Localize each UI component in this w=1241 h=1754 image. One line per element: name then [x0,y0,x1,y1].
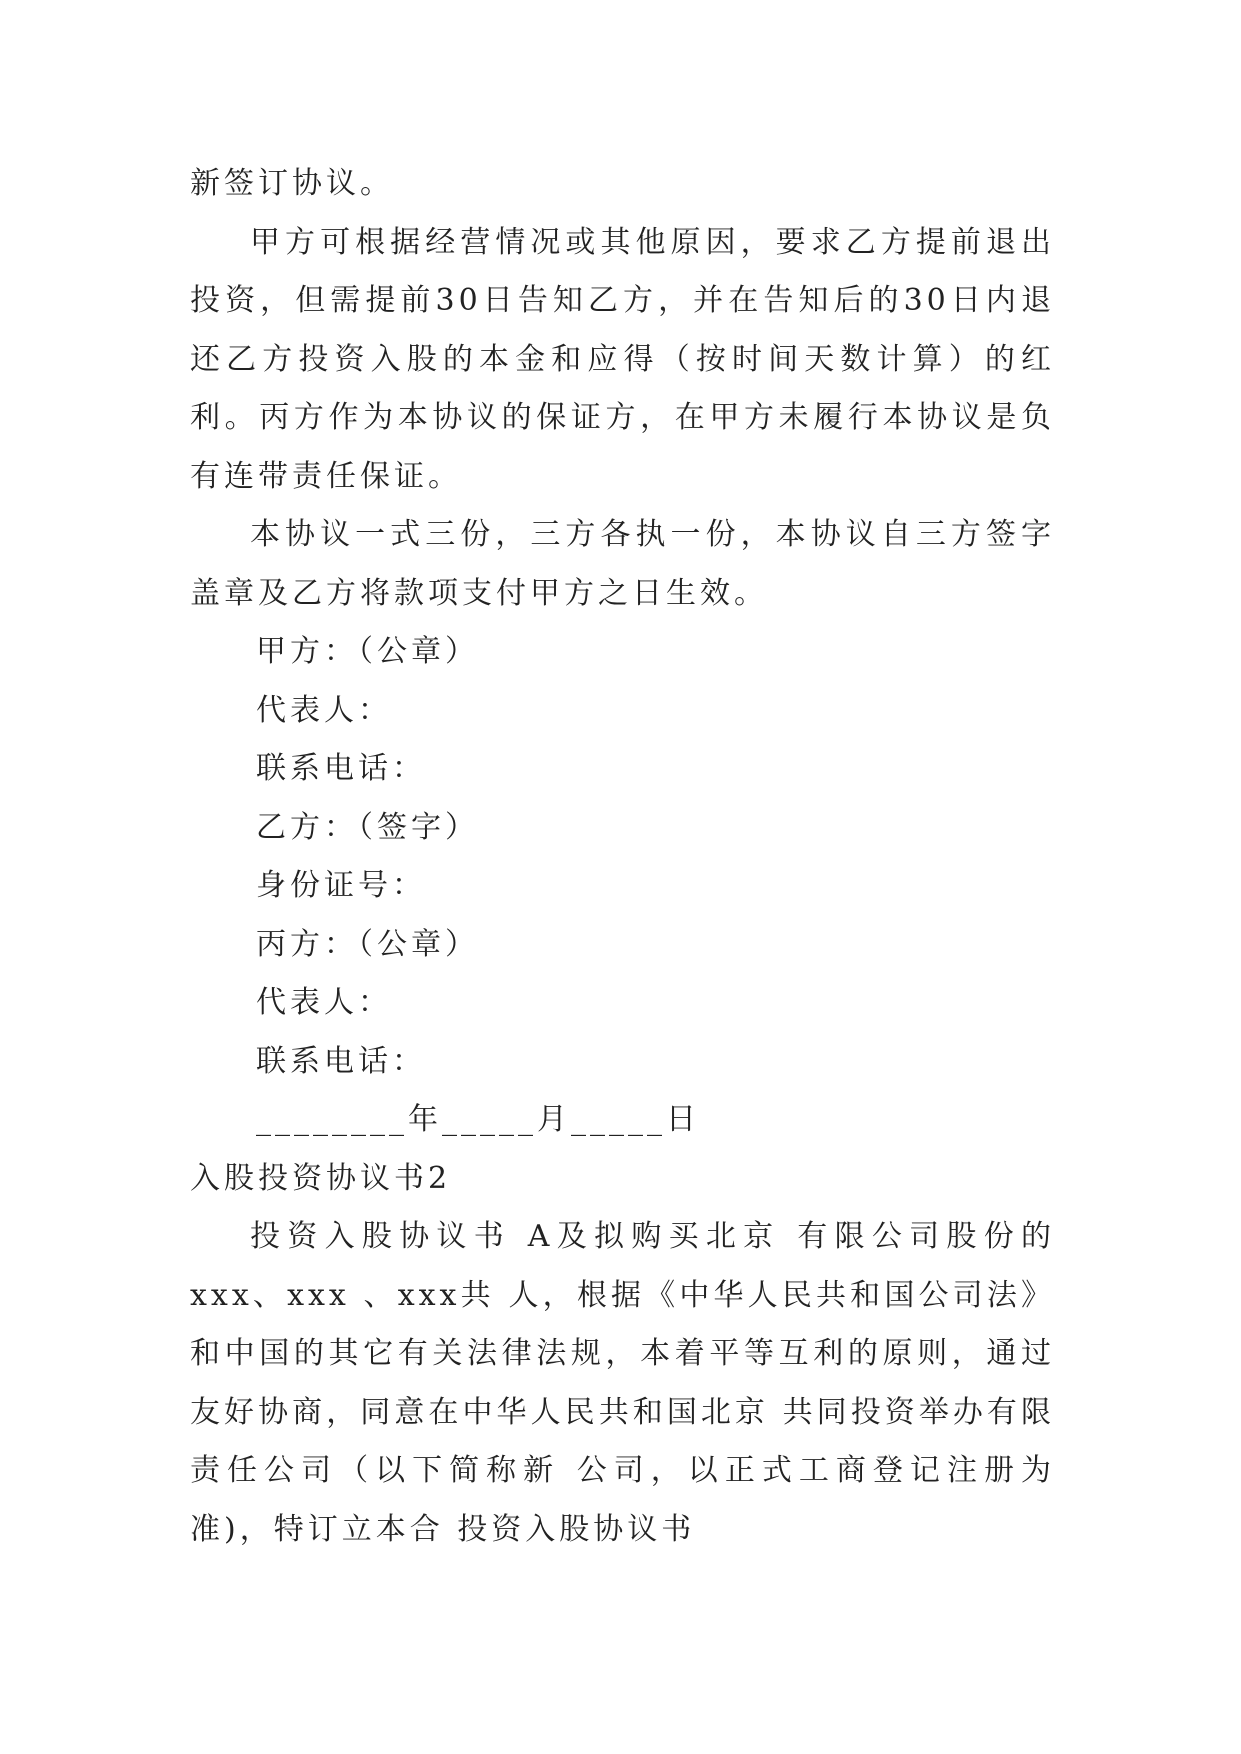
document-body [190,155,1055,1559]
paragraph-copies-clause: 本协议一式三份，三方各执一份，本协议自三方签字盖章及乙方将款项支付甲方之日生效。 [190,517,1055,611]
signature-date-line: ________年_____月_____日 [256,1102,700,1137]
signature-party-b: 乙方：（签字） [256,809,479,845]
signature-party-c-representative: 代表人： [256,985,392,1020]
signature-party-c-phone: 联系电话： [256,1043,426,1079]
signature-party-c: 丙方：（公章） [256,926,479,962]
paragraph-early-exit-clause: 甲方可根据经营情况或其他原因，要求乙方提前退出投资，但需提前30日告知乙方，并在告知后的30日内退还乙方投资入股的本金和应得（按时间天数计算）的红利。丙方作为本协议的保证方，在甲方未履行本协议是负有连带责任保证。 [190,224,1055,494]
paragraph-continuation: 新签订协议。 [190,166,394,201]
section-title: 入股投资协议书2 [190,1160,452,1196]
signature-party-a-representative: 代表人： [256,692,392,728]
signature-party-a-phone: 联系电话： [256,751,426,786]
paragraph-agreement-intro: 投资入股协议书 A及拟购买北京 有限公司股份的 xxx、xxx 、xxx共 人，根据《中华人民共和国公司法》和中国的其它有关法律法规，本着平等互利的原则，通过友好协商，同意在中华人民共和国北京 共同投资举办有限责任公司（以下简称新 公司，以正式工商登记注册为准)，特订立本合 投资入股协议书 [190,1219,1055,1547]
signature-party-a: 甲方：（公章） [256,634,479,669]
signature-block [190,623,1055,1150]
signature-party-b-id-number: 身份证号： [256,868,426,903]
